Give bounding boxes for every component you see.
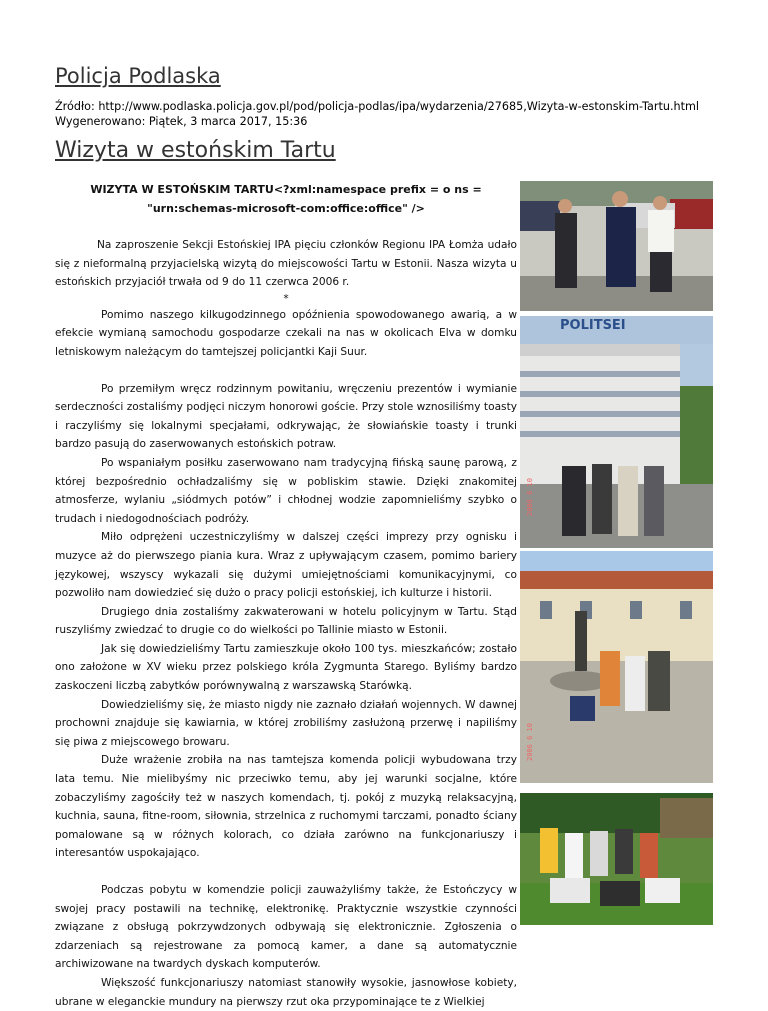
paragraph: Podczas pobytu w komendzie policji zauważyliśmy także, że Estończycy w swojej pracy postawili na technikę, elektronikę. Praktycznie wszystkie czynności związane z obsługą pokrzywdzonych odbywają się elektronicznie. Zgłoszenia o zdarzeniach są rejestrowane za pomocą kamer, a dane są automatycznie archiwizowane na twardych dyskach komputerów. bbox=[55, 884, 517, 971]
photo-group-garden bbox=[520, 793, 713, 925]
article-heading-line1: WIZYTA W ESTOŃSKIM TARTU<?xml:namespace prefix = o ns = bbox=[90, 183, 482, 196]
paragraph: Po wspaniałym posiłku zaserwowano nam tradycyjną fińską saunę parową, z której bezpośrednio ochładzaliśmy się w pobliskim stawie. Dzięki znakomitej atmosferze, wylaniu „siódmych potów” i chłodnej wodzie zapomnieliśmy szybko o trudach i niedogodnościach podróży. bbox=[55, 456, 517, 525]
paragraph: Po przemiłym wręcz rodzinnym powitaniu, wręczeniu prezentów i wymianie serdeczności zostaliśmy podjęci niczym honorowi goście. Przy stole wznosiliśmy toasty i raczyliśmy się lokalnymi specjałami, odkrywając, że słowiańskie toasty i trunki bardzo pasują do zaserwowanych estońskich potraw. bbox=[55, 382, 517, 451]
paragraph: Na zaproszenie Sekcji Estońskiej IPA pięciu członków Regionu IPA Łomża udało się z nieformalną przyjacielską wizytą do miejscowości Tartu w Estonii. Nasza wizyta u estońskich przyjaciół trwała od 9 do 11 czerwca 2006 r. bbox=[55, 239, 517, 289]
paragraph: Pomimo naszego kilkugodzinnego opóźnienia spowodowanego awarią, a w efekcie wymianą samochodu gospodarze czekali na nas w okolicach Elva w domku letniskowym należącym do tamtejszej policjantki Kaji Suur. bbox=[55, 308, 517, 358]
paragraph: Większość funkcjonariuszy natomiast stanowiły wysokie, jasnowłose kobiety, ubrane w eleganckie mundury na pierwszy rzut oka przypominające te z Wielkiej bbox=[55, 976, 517, 1008]
photo-police-building bbox=[520, 316, 713, 548]
photo-group-parking bbox=[520, 181, 713, 311]
spacer bbox=[55, 218, 517, 236]
photo-date-stamp: 2006 6 10 bbox=[526, 723, 534, 761]
spacer bbox=[55, 863, 517, 881]
paragraph: Drugiego dnia zostaliśmy zakwaterowani w hotelu policyjnym w Tartu. Stąd ruszyliśmy zwiedzać to drugie co do wielkości po Tallinie miasto w Estonii. bbox=[55, 605, 517, 637]
source-url[interactable]: Źródło: http://www.podlaska.policja.gov.pl/pod/policja-podlas/ipa/wydarzenia/27685,Wizyta-w-estonskim-Tartu.html bbox=[55, 100, 699, 113]
meta-info bbox=[55, 99, 699, 129]
article-heading-line2: "urn:schemas-microsoft-com:office:office" /> bbox=[147, 202, 425, 215]
article-title: Wizyta w estońskim Tartu bbox=[55, 138, 336, 163]
paragraph: Dowiedzieliśmy się, że miasto nigdy nie zaznało działań wojennych. W dawnej prochowni znajduje się kawiarnia, w której zrobiliśmy zasłużoną przerwę i napiliśmy się piwa z miejscowego browaru. bbox=[55, 698, 517, 748]
photo-town-square bbox=[520, 551, 713, 783]
paragraph: Jak się dowiedzieliśmy Tartu zamieszkuje około 100 tys. mieszkańców; zostało ono założone w XV wieku przez polskiego króla Zygmunta Starego. Byliśmy bardzo zaskoczeni liczbą zabytków porównywalną z warszawską Starówką. bbox=[55, 642, 517, 693]
separator-asterisk: * bbox=[283, 292, 289, 305]
building-sign: POLITSEI bbox=[560, 318, 626, 333]
spacer bbox=[55, 362, 517, 380]
article-body bbox=[55, 180, 517, 1011]
paragraph: Miło odprężeni uczestniczyliśmy w dalszej części imprezy przy ognisku i muzyce aż do pierwszego piania kura. Wraz z upływającym czasem, pomimo bariery językowej, wszyscy wykazali się dużymi umiejętnościami komunikacyjnymi, co pozwoliło nam dowiedzieć się dużo o pracy policji estońskiej, ich kulturze i historii. bbox=[55, 531, 517, 600]
site-title: Policja Podlaska bbox=[55, 64, 221, 88]
generated-date: Wygenerowano: Piątek, 3 marca 2017, 15:36 bbox=[55, 115, 308, 128]
paragraph: Duże wrażenie zrobiła na nas tamtejsza komenda policji wybudowana trzy lata temu. Nie mielibyśmy nic przeciwko temu, aby jej warunki socjalne, które zobaczyliśmy zagościły też w naszych komendach, tj. pokój z muzyką relaksacyjną, kuchnia, sauna, fitne-room, siłownia, strzelnica z ruchomymi tarczami, ponadto ściany pomalowane są w różnych kolorach, co działa zarówno na funkcjonariuszy i interesantów uspokajająco. bbox=[55, 754, 517, 860]
photo-date-stamp: 2006 6 10 bbox=[526, 478, 534, 516]
